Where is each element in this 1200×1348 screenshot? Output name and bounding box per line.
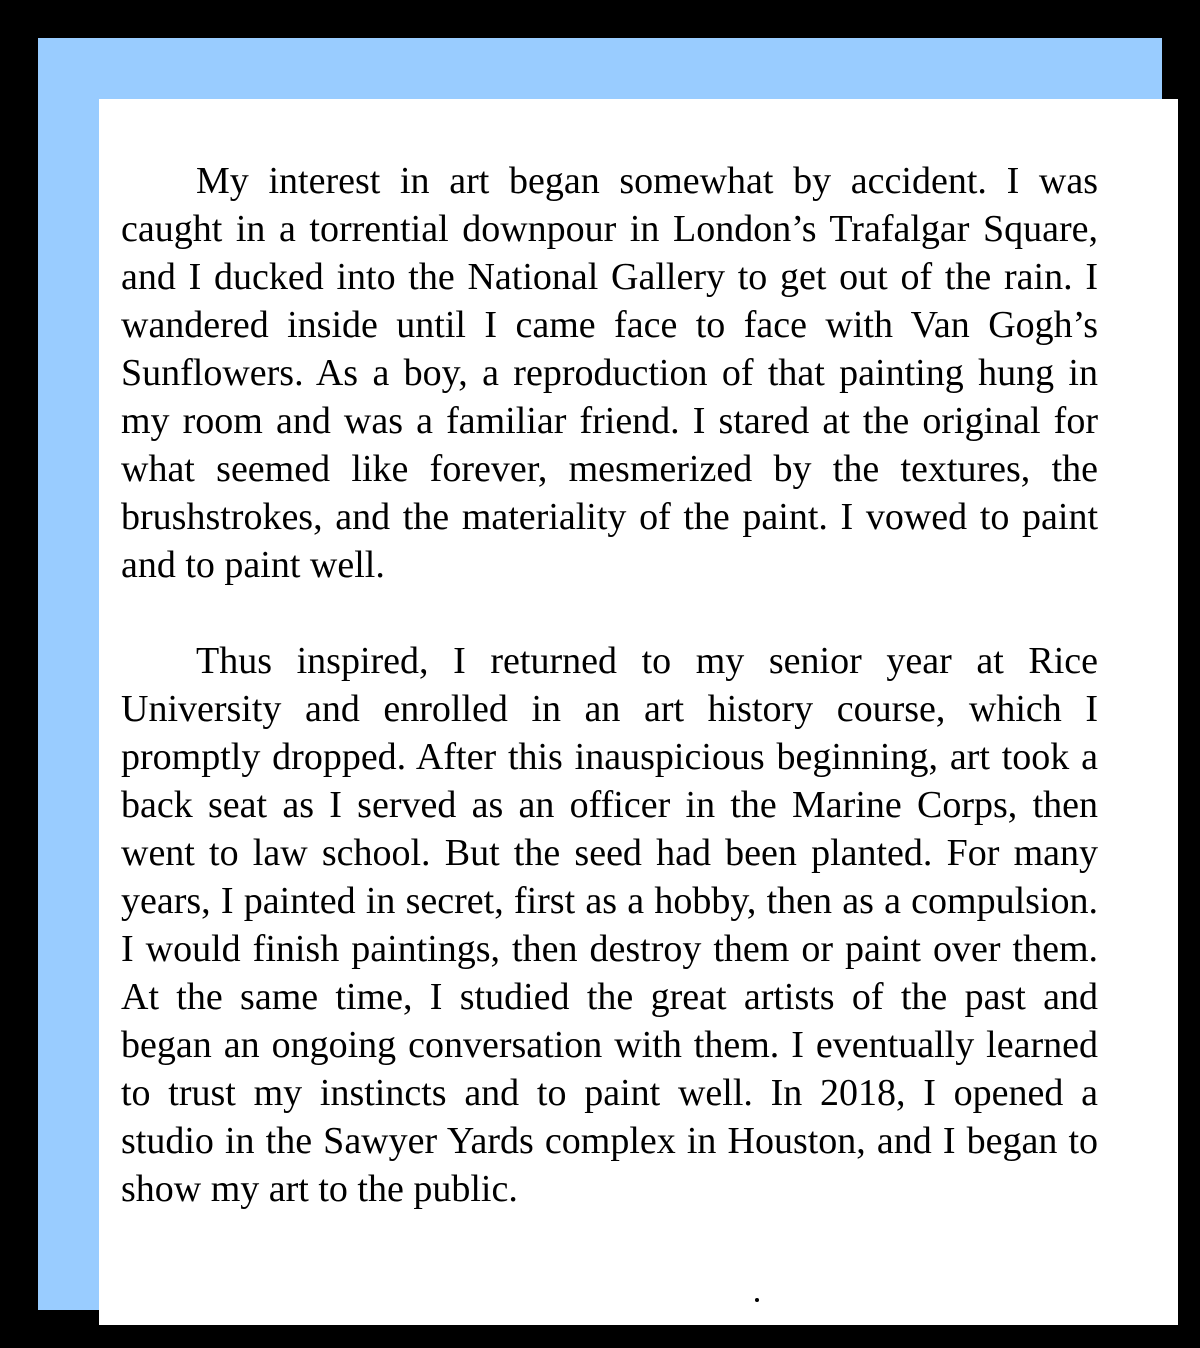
light-blue-frame bbox=[38, 38, 1162, 1310]
stray-dot-mark bbox=[755, 1298, 759, 1302]
paragraph-1: My interest in art began somewhat by accident. I was caught in a torrential downpour in London’s Trafalgar Square, and I ducked into the National Gallery to get out of the rain. I wandered inside until I came face to face with Van Gogh’s Sunflowers. As a boy, a reproduction of that painting hung in my room and was a familiar friend. I stared at the original for what seemed like forever, mesmerized by the textures, the brushstrokes, and the materiality of the paint. I vowed to paint and to paint well. bbox=[121, 160, 1098, 586]
paragraph-2: Thus inspired, I returned to my senior year at Rice University and enrolled in an art history course, which I promptly dropped. After this inauspicious beginning, art took a back seat as I served as an officer in the Marine Corps, then went to law school. But the seed had been planted. For many years, I painted in secret, first as a hobby, then as a compulsion. I would finish paintings, then destroy them or paint over them. At the same time, I studied the great artists of the past and began an ongoing conversation with them. I eventually learned to trust my instincts and to paint well. In 2018, I opened a studio in the Sawyer Yards complex in Houston, and I began to show my art to the public. bbox=[121, 640, 1098, 1210]
document-page bbox=[99, 99, 1178, 1325]
document-body bbox=[121, 157, 1098, 1213]
